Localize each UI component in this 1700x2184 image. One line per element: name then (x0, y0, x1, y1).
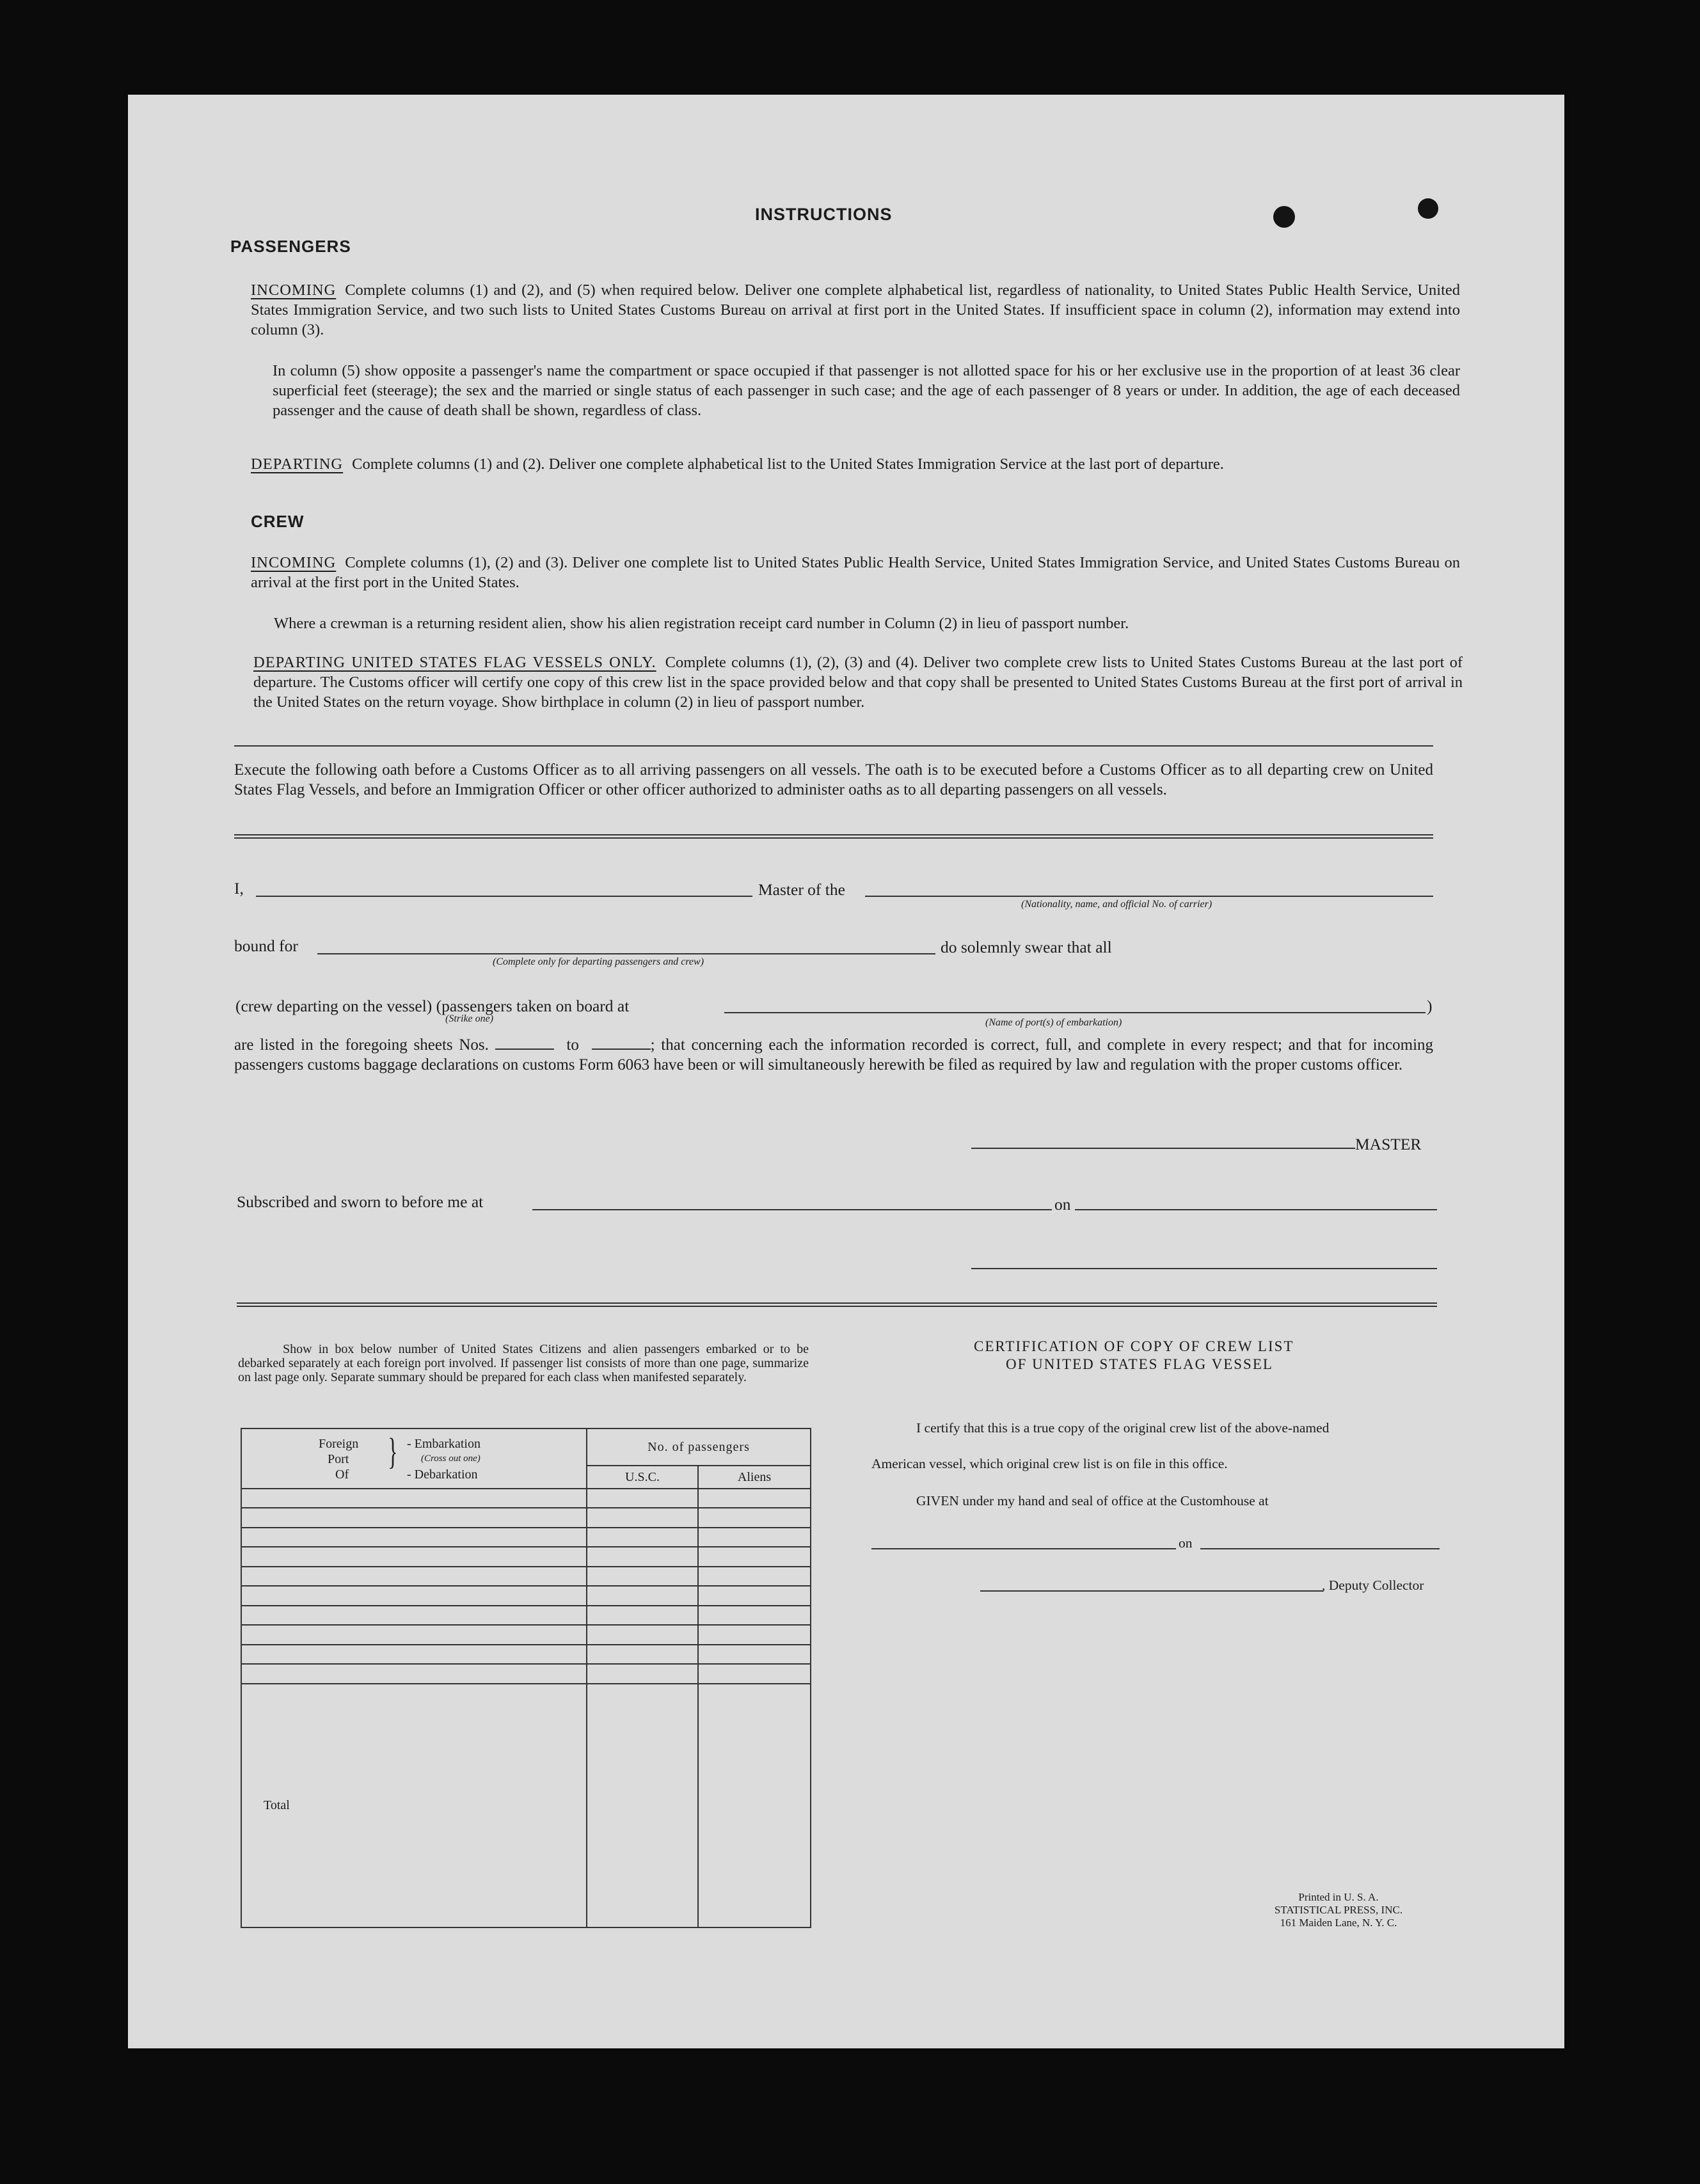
printer-imprint (1243, 1891, 1434, 1929)
subscribed-label: Subscribed and sworn to before me at (237, 1192, 484, 1211)
sheet-from-field[interactable] (495, 1048, 554, 1050)
port-cell[interactable] (241, 1664, 587, 1683)
aliens-cell[interactable] (698, 1606, 811, 1625)
table-row (241, 1625, 811, 1644)
swear-text: do solemnly swear that all (941, 938, 1112, 956)
sworn-place-field[interactable] (532, 1209, 1052, 1210)
table-row (241, 1508, 811, 1527)
table-row (241, 1567, 811, 1586)
port-cell[interactable] (241, 1606, 587, 1625)
sheet-to-field[interactable] (592, 1048, 651, 1050)
bound-for-field[interactable] (317, 953, 935, 954)
table-row (241, 1606, 811, 1625)
port-header-cell (241, 1428, 587, 1489)
table-row (241, 1586, 811, 1605)
usc-cell[interactable] (587, 1508, 698, 1527)
cross-out-caption: (Cross out one) (421, 1453, 481, 1464)
port-cell[interactable] (241, 1645, 587, 1664)
table-row (241, 1547, 811, 1566)
port-cell[interactable] (241, 1508, 587, 1527)
total-label-cell (241, 1684, 587, 1927)
debarkation-label: - Debarkation (407, 1468, 478, 1482)
certification-text-1: I certify that this is a true copy of the original crew list of the above-named (916, 1420, 1330, 1436)
no-of-passengers-header: No. of passengers (587, 1428, 811, 1466)
embarkation-ports-field[interactable] (724, 1012, 1426, 1013)
customhouse-field[interactable] (871, 1548, 1176, 1549)
crew-departing-text-line: (crew departing on the vessel) (passengers taken on board at (235, 997, 630, 1015)
oath-i-label: I, (234, 879, 244, 898)
aliens-cell[interactable] (698, 1586, 811, 1605)
certification-title-1: CERTIFICATION OF COPY OF CREW LIST (974, 1338, 1294, 1354)
usc-cell[interactable] (587, 1567, 698, 1586)
page-title: INSTRUCTIONS (755, 205, 893, 224)
usc-header: U.S.C. (587, 1466, 698, 1489)
crew-departing-label: DEPARTING UNITED STATES FLAG VESSELS ONLY. (253, 654, 656, 671)
carrier-caption: (Nationality, name, and official No. of carrier) (1021, 899, 1212, 910)
ports-caption: (Name of port(s) of embarkation) (985, 1017, 1122, 1028)
bound-for-label: bound for (234, 937, 298, 955)
port-cell[interactable] (241, 1625, 587, 1644)
certification-date-field[interactable] (1200, 1548, 1440, 1549)
table-row (241, 1489, 811, 1508)
usc-cell[interactable] (587, 1645, 698, 1664)
passenger-summary-table (241, 1428, 811, 1928)
embarkation-label: - Embarkation (407, 1437, 481, 1451)
master-label: MASTER (1355, 1135, 1422, 1153)
aliens-cell[interactable] (698, 1508, 811, 1527)
of-label: Of (335, 1468, 349, 1482)
passengers-departing-paragraph (251, 454, 1460, 474)
aliens-cell[interactable] (698, 1625, 811, 1644)
port-cell[interactable] (241, 1586, 587, 1605)
to-label: to (566, 1036, 579, 1054)
divider-double (234, 834, 1433, 839)
bound-for-caption: (Complete only for departing passengers and crew) (493, 956, 704, 967)
punch-hole-left (1273, 206, 1295, 228)
usc-total-cell[interactable] (587, 1684, 698, 1927)
port-label: Port (328, 1452, 349, 1466)
passengers-incoming-label: INCOMING (251, 281, 337, 299)
close-paren: ) (1427, 997, 1433, 1015)
certification-text-2: American vessel, which original crew list is on file in this office. (871, 1456, 1228, 1471)
certification-title-2: OF UNITED STATES FLAG VESSEL (1006, 1356, 1273, 1372)
deputy-signature-field[interactable] (980, 1590, 1323, 1592)
divider (234, 745, 1433, 747)
strike-one-caption: (Strike one) (445, 1013, 494, 1024)
usc-cell[interactable] (587, 1586, 698, 1605)
usc-cell[interactable] (587, 1528, 698, 1547)
certification-on-label: on (1179, 1535, 1193, 1551)
aliens-cell[interactable] (698, 1489, 811, 1508)
usc-cell[interactable] (587, 1547, 698, 1566)
divider-double-2 (237, 1302, 1437, 1307)
oath-intro: Execute the following oath before a Customs Officer as to all arriving passengers on all vessels. The oath is to be executed before a Customs Officer as to all departing crew on United States Flag Vessels, and before an Immigration Officer or other officer authorized to administer oaths as to all departing passengers on all vessels. (234, 761, 1433, 798)
crew-incoming-paragraph (251, 553, 1460, 592)
table-row (241, 1664, 811, 1683)
listed-text-1: are listed in the foregoing sheets Nos. (234, 1036, 489, 1054)
brace-icon: } (388, 1430, 398, 1472)
crew-departing-paragraph (253, 653, 1463, 712)
aliens-cell[interactable] (698, 1645, 811, 1664)
port-cell[interactable] (241, 1547, 587, 1566)
aliens-header: Aliens (698, 1466, 811, 1489)
passengers-departing-label: DEPARTING (251, 455, 344, 473)
passengers-heading: PASSENGERS (230, 237, 351, 256)
crew-alien-paragraph: Where a crewman is a returning resident alien, show his alien registration receipt card number in Column (2) in lieu of passport number. (274, 615, 1129, 632)
deputy-collector-label: , Deputy Collector (1322, 1578, 1424, 1593)
crew-departing-text: Complete columns (1), (2), (3) and (4). Deliver two complete crew lists to United States Customs Bureau at the last port of departure. The Customs officer will certify one copy of this crew list in the space provided below and that copy shall be presented to United States Customs Bureau at the first port of arrival in the United States on the return voyage. Show birthplace in column (2) in lieu of passport number. (253, 654, 1463, 711)
officer-signature-field[interactable] (971, 1268, 1437, 1269)
listed-text-2: ; that concerning each the information recorded is correct, full, and complete in every respect; and that for incoming passengers customs baggage declarations on customs Form 6063 have been or will simultaneously herewith be filed as required by law and regulation with the proper customs officer. (234, 1036, 1434, 1073)
aliens-cell[interactable] (698, 1567, 811, 1586)
passengers-departing-text: Complete columns (1) and (2). Deliver one complete alphabetical list to the United States Immigration Service at the last port of departure. (352, 455, 1224, 473)
port-cell[interactable] (241, 1567, 587, 1586)
foreign-label: Foreign (319, 1437, 359, 1451)
passengers-incoming-paragraph (251, 280, 1460, 340)
table-row (241, 1528, 811, 1547)
printer-line-2: STATISTICAL PRESS, INC. (1274, 1904, 1403, 1916)
listed-paragraph (234, 1035, 1433, 1075)
aliens-total-cell[interactable] (698, 1684, 811, 1927)
aliens-cell[interactable] (698, 1528, 811, 1547)
usc-cell[interactable] (587, 1625, 698, 1644)
sworn-date-field[interactable] (1075, 1209, 1437, 1210)
crew-incoming-label: INCOMING (251, 554, 337, 571)
port-cell[interactable] (241, 1489, 587, 1508)
aliens-cell[interactable] (698, 1547, 811, 1566)
port-cell[interactable] (241, 1528, 587, 1547)
summary-instructions: Show in box below number of United States Citizens and alien passengers embarked or to be debarked separately at each foreign port involved. If passenger list consists of more than one page, summarize on last page only. Separate summary should be prepared for each class when manifested separately. (238, 1342, 809, 1384)
aliens-cell[interactable] (698, 1664, 811, 1683)
total-row (241, 1684, 811, 1927)
usc-cell[interactable] (587, 1606, 698, 1625)
table-row (241, 1645, 811, 1664)
passengers-incoming-text: Complete columns (1) and (2), and (5) when required below. Deliver one complete alphabetical list, regardless of nationality, to United States Public Health Service, United States Immigration Service, and two such lists to United States Customs Bureau on arrival at first port in the United States. If insufficient space in column (2), information may extend into column (3). (251, 281, 1460, 338)
master-of-the-label: Master of the (758, 880, 845, 899)
printer-line-3: 161 Maiden Lane, N. Y. C. (1280, 1917, 1397, 1929)
given-text: GIVEN under my hand and seal of office at the Customhouse at (916, 1493, 1269, 1508)
crew-incoming-text: Complete columns (1), (2) and (3). Deliver one complete list to United States Public Health Service, United States Immigration Service, and United States Customs Bureau on arrival at the first port in the United States. (251, 554, 1460, 591)
master-name-field[interactable] (256, 896, 752, 897)
punch-hole-right (1418, 198, 1438, 219)
column5-paragraph: In column (5) show opposite a passenger's name the compartment or space occupied if that passenger is not allotted space for his or her exclusive use in the proportion of at least 36 clear superficial feet (steerage); the sex and the married or single status of each passenger in such case; and the age of each passenger of 8 years or under. In addition, the age of each deceased passenger and the cause of death shall be shown, regardless of class. (273, 362, 1460, 419)
printer-line-1: Printed in U. S. A. (1298, 1891, 1379, 1903)
crew-heading: CREW (251, 512, 305, 531)
usc-cell[interactable] (587, 1664, 698, 1683)
total-label: Total (264, 1798, 290, 1812)
master-signature-field[interactable] (971, 1148, 1355, 1149)
form-page (128, 95, 1564, 2048)
usc-cell[interactable] (587, 1489, 698, 1508)
sworn-on-label: on (1054, 1195, 1071, 1214)
carrier-field[interactable] (865, 896, 1433, 897)
